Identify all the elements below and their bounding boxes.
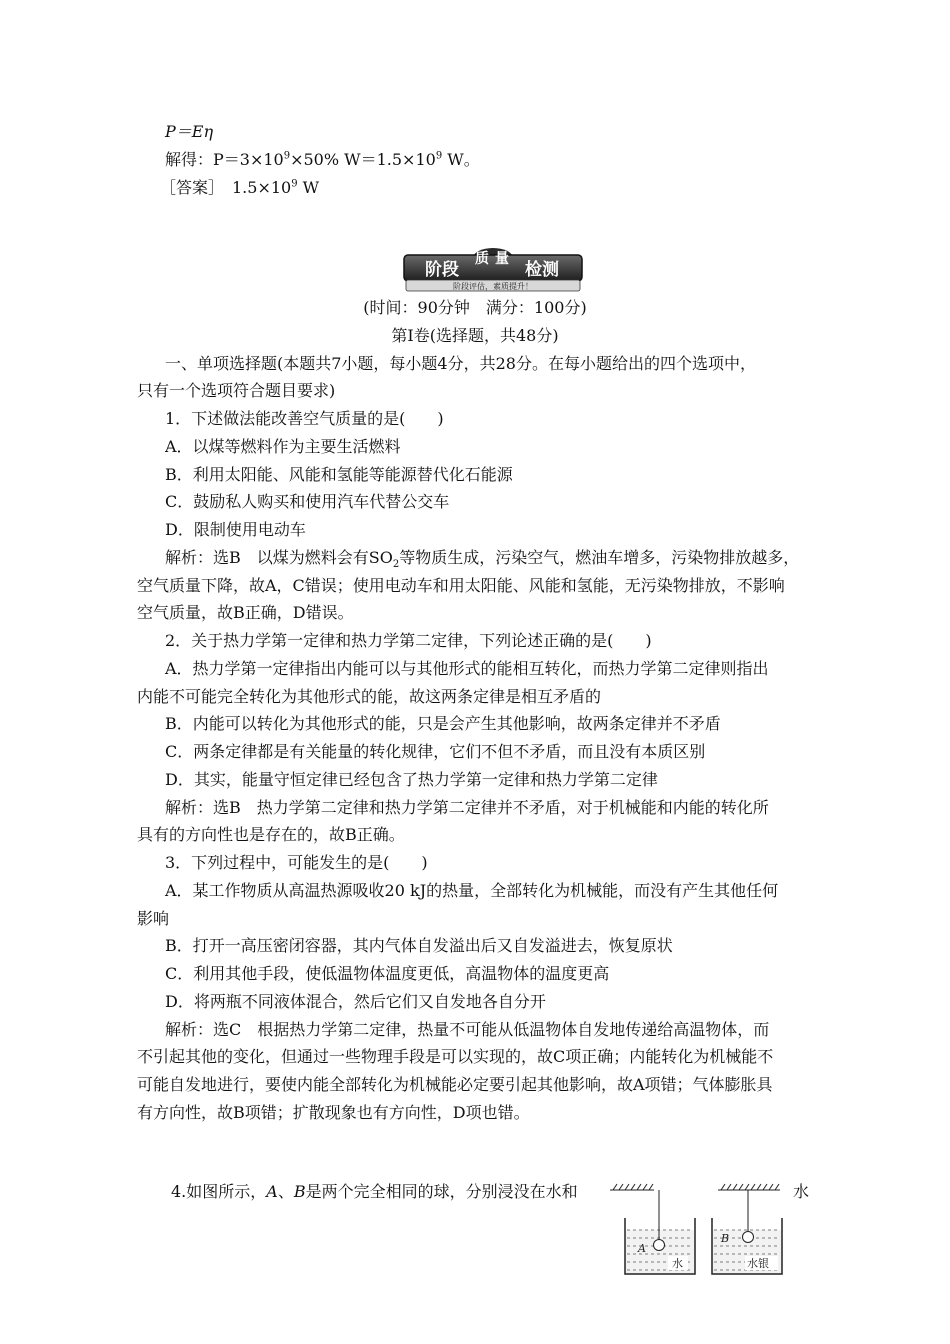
q4-figure (608, 1172, 818, 1282)
q2-explanation-line1: 解析：选B 热力学第二定律和热力学第二定律并不矛盾，对于机械能和内能的转化所 (165, 798, 769, 817)
banner-subtitle: 阶段评估，素质提升！ (453, 282, 533, 291)
q2-option-b: B．内能可以转化为其他形式的能，只是会产生其他影响，故两条定律并不矛盾 (165, 714, 721, 733)
q1-option-d: D．限制使用电动车 (165, 520, 306, 539)
time-score: (时间：90分钟 满分：100分) (363, 298, 587, 317)
q3-option-b: B．打开一高压密闭容器，其内气体自发溢出后又自发溢进去，恢复原状 (165, 936, 673, 955)
label-a: A (638, 1242, 646, 1255)
q3-explanation-line3: 可能自发地进行，要使内能全部转化为机械能必定要引起其他影响，故A项错；气体膨胀具 (137, 1075, 773, 1094)
banner-title-left: 阶段 (425, 260, 459, 280)
stage-quality-test-banner (402, 247, 584, 293)
banner-title-quality2: 量 (495, 251, 509, 267)
q2-stem: 2．关于热力学第一定律和热力学第二定律，下列论述正确的是( ) (165, 631, 652, 650)
q1-option-a: A．以煤等燃料作为主要生活燃料 (165, 437, 401, 456)
q4-stem-tail: 水 (793, 1182, 810, 1201)
q1-option-b: B．利用太阳能、风能和氢能等能源替代化石能源 (165, 465, 513, 484)
left-ceiling (610, 1184, 654, 1190)
q2-option-a-line1: A．热力学第一定律指出内能可以与其他形式的能相互转化，而热力学第二定律则指出 (165, 659, 769, 678)
q3-explanation-line2: 不引起其他的变化，但通过一些物理手段是可以实现的，故C项正确；内能转化为机械能不 (137, 1047, 774, 1066)
q2-option-a-line2: 内能不可能完全转化为其他形式的能，故这两条定律是相互矛盾的 (137, 687, 602, 706)
q3-explanation-line1: 解析：选C 根据热力学第二定律，热量不可能从低温物体自发地传递给高温物体，而 (165, 1020, 770, 1039)
beaker-water (625, 1190, 695, 1274)
q1-explanation-line1: 解析：选B 以煤为燃料会有$SO_2$等物质生成，污染空气，燃油车增多，污染物排放越多， (165, 548, 800, 571)
q2-option-c: C．两条定律都是有关能量的转化规律，它们不但不矛盾，而且没有本质区别 (165, 742, 706, 761)
ball-a (654, 1240, 665, 1251)
label-b: B (721, 1232, 730, 1245)
q3-option-a-line1: A．某工作物质从高温热源吸收20 kJ的热量，全部转化为机械能，而没有产生其他任何 (165, 881, 779, 900)
banner-title-quality1: 质 (475, 251, 489, 267)
q1-stem: 1．下述做法能改善空气质量的是( ) (165, 409, 444, 428)
q3-stem: 3．下列过程中，可能发生的是( ) (165, 853, 428, 872)
q2-option-d: D．其实，能量守恒定律已经包含了热力学第一定律和热力学第二定律 (165, 770, 658, 789)
section-heading-line1: 一、单项选择题(本题共7小题，每小题4分，共28分。在每小题给出的四个选项中， (165, 354, 756, 373)
section-heading-line2: 只有一个选项符合题目要求) (137, 381, 336, 400)
q2-explanation-line2: 具有的方向性也是存在的，故B正确。 (137, 825, 405, 844)
q4-stem: 4.如图所示，A、B是两个完全相同的球，分别浸没在水和 (171, 1182, 578, 1201)
q1-explanation-line3: 空气质量，故B正确，D错误。 (137, 603, 354, 622)
q3-explanation-line4: 有方向性，故B项错；扩散现象也有方向性，D项也错。 (137, 1103, 530, 1122)
label-mercury: 水银 (747, 1257, 769, 1270)
q1-option-c: C．鼓励私人购买和使用汽车代替公交车 (165, 492, 450, 511)
part-title: 第Ⅰ卷(选择题，共48分) (391, 326, 559, 345)
banner-title-right: 检测 (525, 260, 559, 280)
ball-b (743, 1232, 754, 1243)
q1-explanation-line2: 空气质量下降，故A，C错误；使用电动车和用太阳能、风能和氢能，无污染物排放，不影响 (137, 576, 785, 595)
formula-line: P＝Eη (165, 122, 214, 141)
right-ceiling (718, 1184, 780, 1190)
answer-line: ［答案］ $1.5\times 10^9$ W (160, 178, 320, 197)
label-water: 水 (672, 1257, 683, 1270)
q3-option-a-line2: 影响 (137, 909, 170, 928)
solve-line: 解得：$P=3\times 10^9\times 50\%$ $W=1.5\times 10^9$ W。 (165, 150, 480, 169)
q3-option-c: C．利用其他手段，使低温物体温度更低，高温物体的温度更高 (165, 964, 610, 983)
q3-option-d: D．将两瓶不同液体混合，然后它们又自发地各自分开 (165, 992, 546, 1011)
